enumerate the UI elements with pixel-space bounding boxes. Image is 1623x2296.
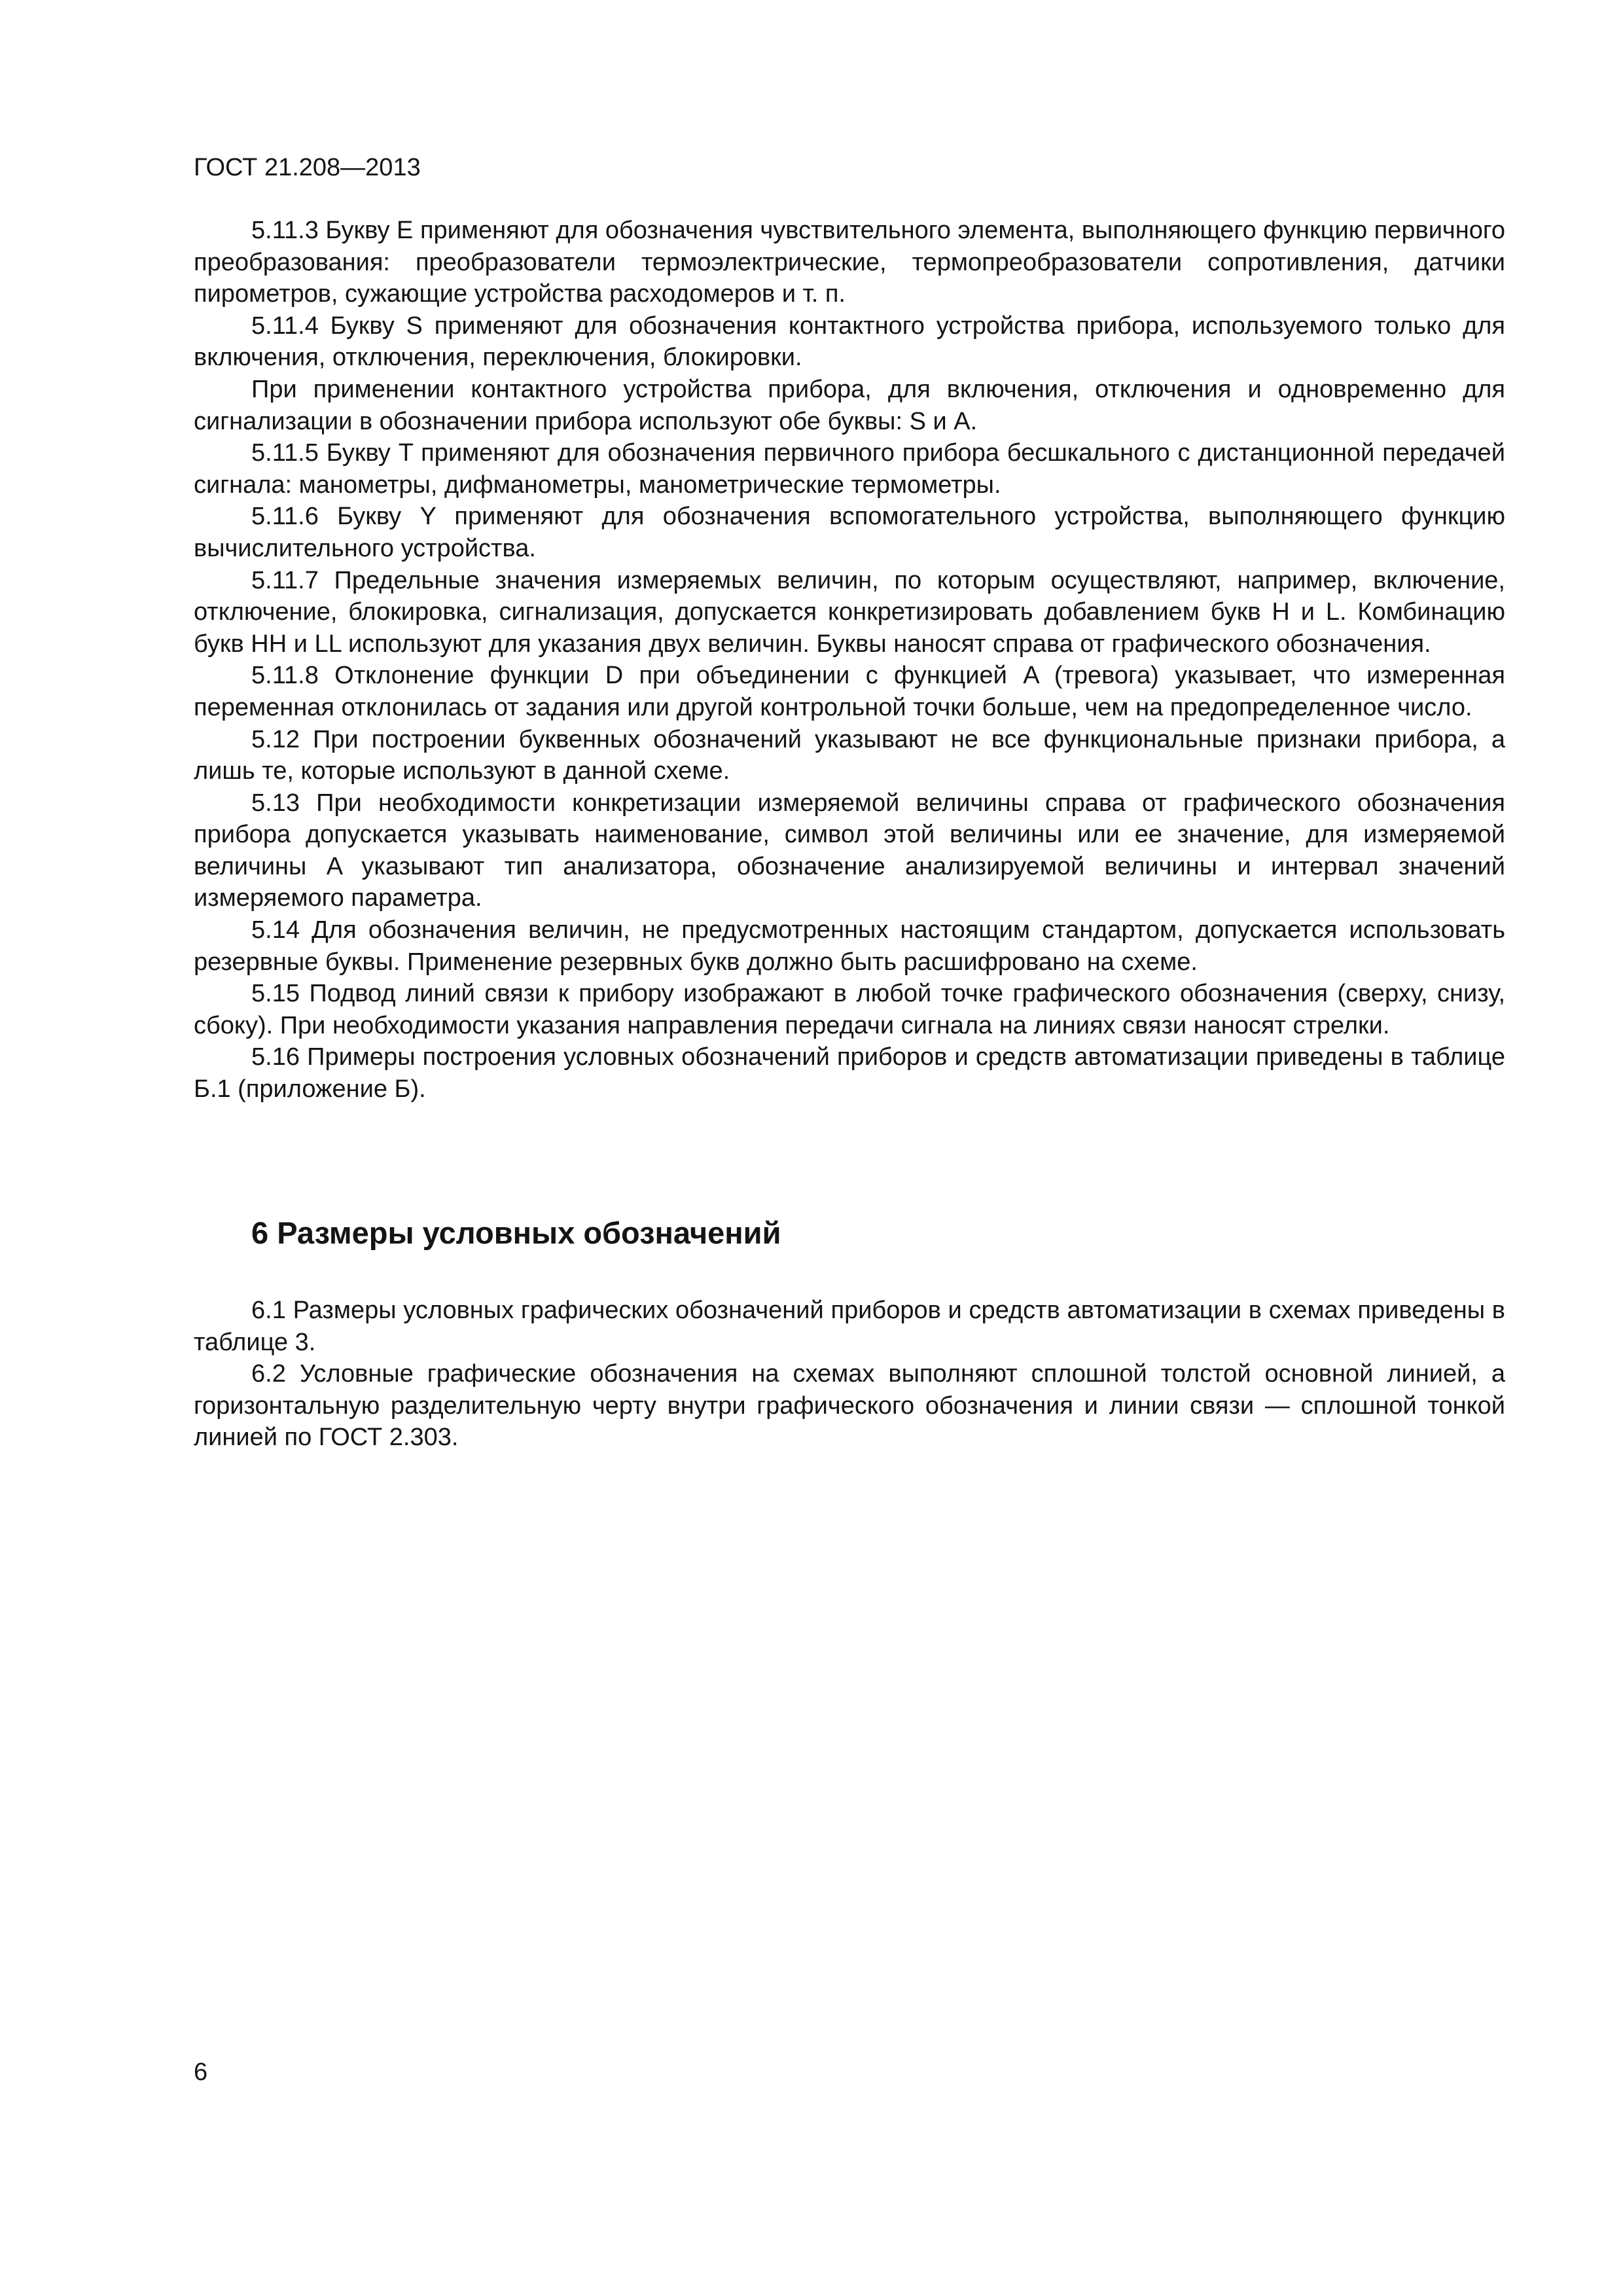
paragraph-5-11-4: 5.11.4 Букву S применяют для обозначения контактного устройства прибора, используемого только для включения, отключения, переключения, блокировки.: [194, 312, 1505, 372]
paragraph-5-15: 5.15 Подвод линий связи к прибору изображают в любой точке графического обозначения (сверху, снизу, сбоку). При необходимости указания направления передачи сигнала на линиях связи наносят стрелки.: [194, 980, 1505, 1039]
document-header-id: ГОСТ 21.208—2013: [194, 154, 421, 181]
paragraph-5-13: 5.13 При необходимости конкретизации измеряемой величины справа от графического обозначения прибора допускается указывать наименование, символ этой величины или ее значение, для измеряемой величины A указывают тип анализатора, обозначение анализируемой величины и интервал значений измеряемого параметра.: [194, 789, 1505, 912]
section-6-heading: 6 Размеры условных обозначений: [251, 1215, 781, 1250]
paragraph-5-11-4-continued: При применении контактного устройства прибора, для включения, отключения и одновременно для сигнализации в обозначении прибора используют обе буквы: S и A.: [194, 375, 1505, 435]
paragraph-5-16: 5.16 Примеры построения условных обозначений приборов и средств автоматизации приведены в таблице Б.1 (приложение Б).: [194, 1043, 1505, 1103]
paragraph-5-11-6: 5.11.6 Букву Y применяют для обозначения вспомогательного устройства, выполняющего функцию вычислительного устройства.: [194, 503, 1505, 562]
paragraph-5-12: 5.12 При построении буквенных обозначений указывают не все функциональные признаки прибора, а лишь те, которые используют в данной схеме.: [194, 725, 1505, 785]
clause-5-text-block: [194, 215, 1505, 1105]
paragraph-5-14: 5.14 Для обозначения величин, не предусмотренных настоящим стандартом, допускается использовать резервные буквы. Применение резервных букв должно быть расшифровано на схеме.: [194, 916, 1505, 976]
paragraph-5-11-5: 5.11.5 Букву T применяют для обозначения первичного прибора бесшкального с дистанционной передачей сигнала: манометры, дифманометры, манометрические термометры.: [194, 439, 1505, 499]
paragraph-5-11-8: 5.11.8 Отклонение функции D при объединении с функцией A (тревога) указывает, что измеренная переменная отклонилась от задания или другой контрольной точки больше, чем на предопределенное число.: [194, 662, 1505, 721]
paragraph-6-2: 6.2 Условные графические обозначения на схемах выполняют сплошной толстой основной линией, а горизонтальную разделительную черту внутри графического обозначения и линии связи — сплошной тонкой линией по ГОСТ 2.303.: [194, 1360, 1505, 1452]
paragraph-5-11-7: 5.11.7 Предельные значения измеряемых величин, по которым осуществляют, например, включение, отключение, блокировка, сигнализация, допускается конкретизировать добавлением букв H и L. Комбинацию букв HH и LL используют для указания двух величин. Буквы наносят справа от графического обозначения.: [194, 566, 1505, 658]
page-number: 6: [194, 2058, 208, 2086]
paragraph-5-11-3: 5.11.3 Букву E применяют для обозначения чувствительного элемента, выполняющего функцию первичного преобразования: преобразователи термоэлектрические, термопреобразователи сопротивления, датчики пирометров, сужающие устройства расходомеров и т. п.: [194, 217, 1505, 308]
section-6-text-block: [194, 1295, 1505, 1454]
paragraph-6-1: 6.1 Размеры условных графических обозначений приборов и средств автоматизации в схемах приведены в таблице 3.: [194, 1297, 1505, 1356]
